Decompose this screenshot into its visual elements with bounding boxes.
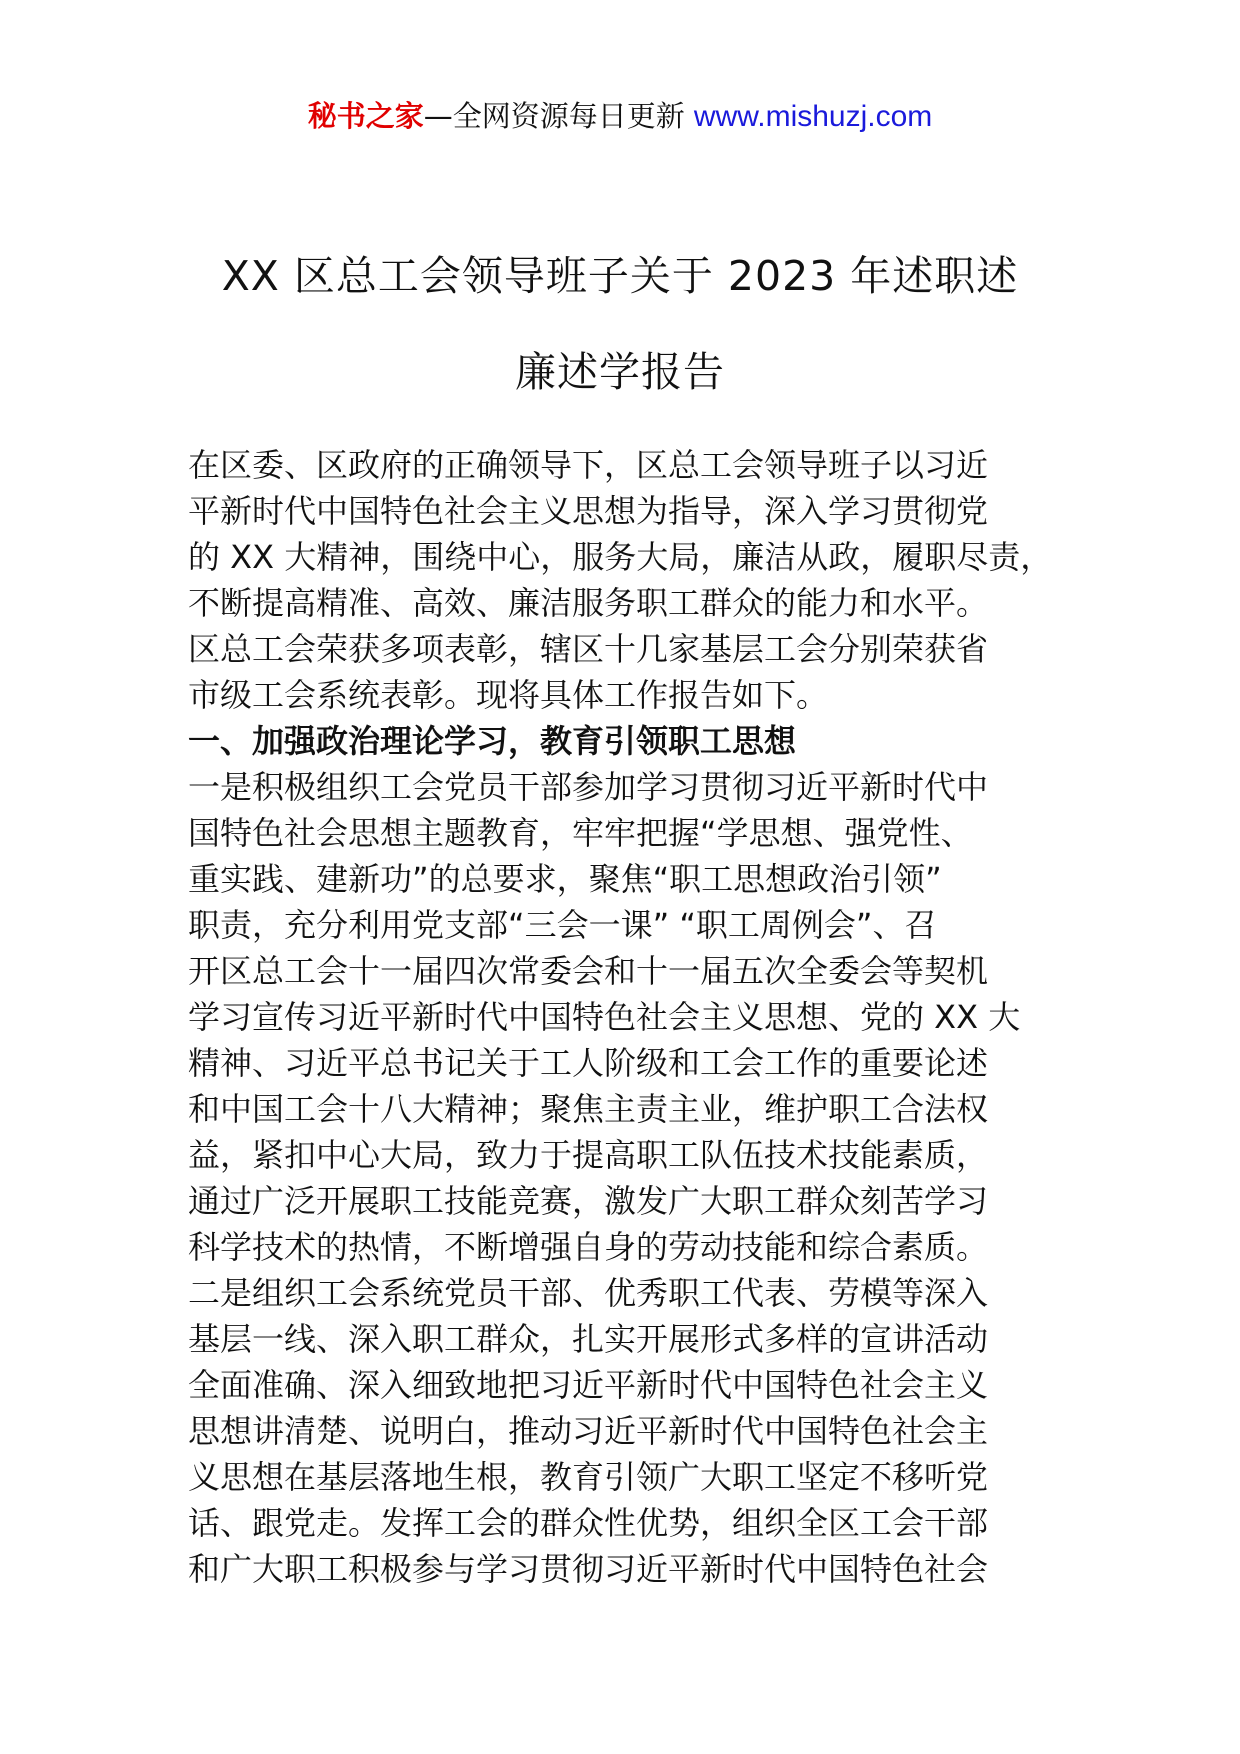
body-line: 话、跟党走。发挥工会的群众性优势，组织全区工会干部 <box>188 1504 989 1542</box>
body-line: 科学技术的热情，不断增强自身的劳动技能和综合素质。 <box>188 1228 989 1266</box>
body-line: 和中国工会十八大精神；聚焦主责主业，维护职工合法权 <box>188 1090 989 1128</box>
body-line: 在区委、区政府的正确领导下，区总工会领导班子以习近 <box>188 446 989 484</box>
body-line: 益，紧扣中心大局，致力于提高职工队伍技术技能素质， <box>188 1136 989 1174</box>
body-line: 的 XX 大精神，围绕中心，服务大局，廉洁从政，履职尽责， <box>188 538 1053 576</box>
site-brand: 秘书之家 <box>307 99 424 133</box>
body-line: 区总工会荣获多项表彰，辖区十几家基层工会分别荣获省 <box>188 630 989 668</box>
body-line: 通过广泛开展职工技能竞赛，激发广大职工群众刻苦学习 <box>188 1182 989 1220</box>
body-line: 市级工会系统表彰。现将具体工作报告如下。 <box>188 676 829 714</box>
body-line: 思想讲清楚、说明白，推动习近平新时代中国特色社会主 <box>188 1412 989 1450</box>
section-heading: 一、加强政治理论学习，教育引领职工思想 <box>188 722 797 760</box>
body-line: 一是积极组织工会党员干部参加学习贯彻习近平新时代中 <box>188 768 989 806</box>
body-line: 基层一线、深入职工群众，扎实开展形式多样的宣讲活动 <box>188 1320 989 1358</box>
body-line: 平新时代中国特色社会主义思想为指导，深入学习贯彻党 <box>188 492 989 530</box>
body-line: 开区总工会十一届四次常委会和十一届五次全委会等契机 <box>188 952 989 990</box>
document-body <box>188 442 1088 1592</box>
body-line: 全面准确、深入细致地把习近平新时代中国特色社会主义 <box>188 1366 989 1404</box>
body-line: 重实践、建新功”的总要求，聚焦“职工思想政治引领” <box>188 860 942 898</box>
body-line: 不断提高精准、高效、廉洁服务职工群众的能力和水平。 <box>188 584 989 622</box>
site-url-link[interactable]: www.mishuzj.com <box>693 100 933 133</box>
body-line: 国特色社会思想主题教育，牢牢把握“学思想、强党性、 <box>188 814 973 852</box>
body-line: 精神、习近平总书记关于工人阶级和工会工作的重要论述 <box>188 1044 989 1082</box>
title-line-1: XX 区总工会领导班子关于 2023 年述职述 <box>221 252 1019 300</box>
body-line: 义思想在基层落地生根，教育引领广大职工坚定不移听党 <box>188 1458 989 1496</box>
site-tagline: —全网资源每日更新 <box>423 99 694 133</box>
body-line: 职责，充分利用党支部“三会一课” “职工周例会”、召 <box>188 906 937 944</box>
title-line-2: 廉述学报告 <box>515 348 725 396</box>
site-header <box>0 96 1240 137</box>
document-title <box>150 228 1090 420</box>
body-line: 和广大职工积极参与学习贯彻习近平新时代中国特色社会 <box>188 1550 989 1588</box>
body-line: 二是组织工会系统党员干部、优秀职工代表、劳模等深入 <box>188 1274 989 1312</box>
body-line: 学习宣传习近平新时代中国特色社会主义思想、党的 XX 大 <box>188 998 1021 1036</box>
